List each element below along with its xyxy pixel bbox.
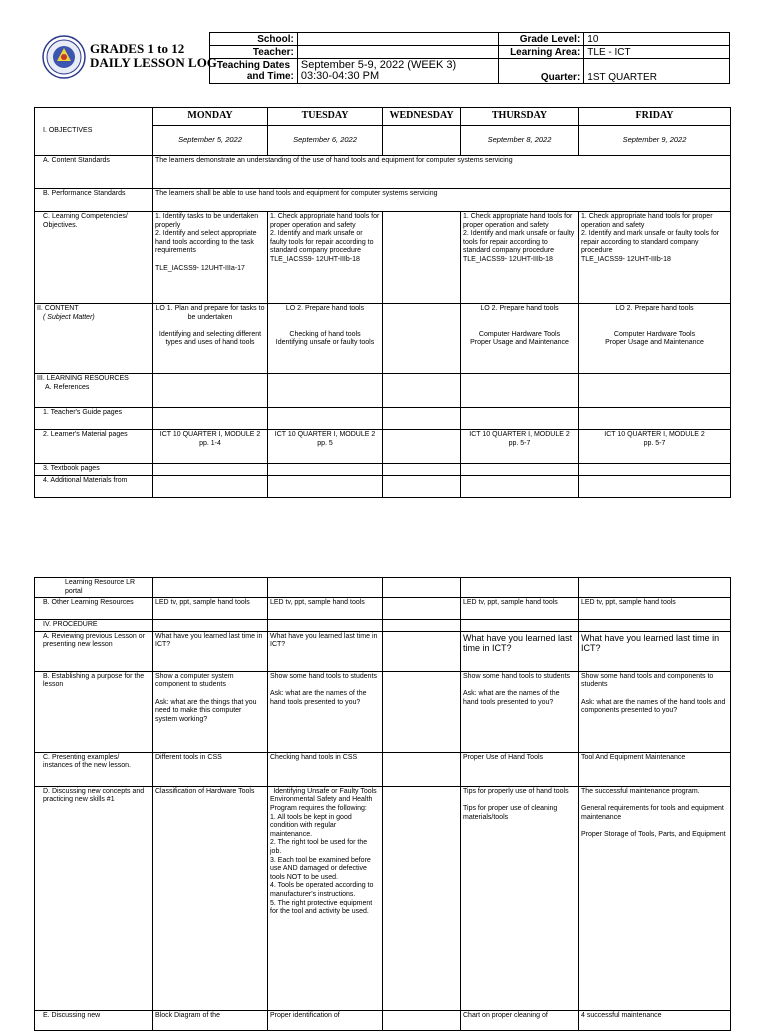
examples-friday: Tool And Equipment Maintenance [579, 752, 731, 786]
blank-cell [461, 374, 579, 408]
examples-thursday: Proper Use of Hand Tools [461, 752, 579, 786]
time-value: 03:30-04:30 PM [300, 70, 380, 82]
other-thursday: LED tv, ppt, sample hand tools [461, 598, 579, 620]
blank-cell [153, 475, 268, 497]
blank-cell [268, 464, 383, 476]
content-friday [579, 304, 731, 374]
discuss1-monday: Classification of Hardware Tools [153, 786, 268, 1010]
dll-title [90, 42, 217, 70]
blank-cell [579, 464, 731, 476]
purpose-wednesday [383, 671, 461, 752]
discuss1-label: D. Discussing new concepts and practicing new skills #1 [35, 786, 153, 1010]
content-lo: LO 2. Prepare hand tools [285, 305, 365, 312]
textbook-label: 3. Textbook pages [35, 464, 153, 476]
quarter-label: Quarter: [499, 71, 584, 84]
purpose-thursday: Show some hand tools to students Ask: what are the names of the hand tools presented to you? [461, 671, 579, 752]
content-tuesday [268, 304, 383, 374]
discuss1-wednesday [383, 786, 461, 1010]
other-friday: LED tv, ppt, sample hand tools [579, 598, 731, 620]
content-lo: LO 1. Plan and prepare for tasks to be undertaken [155, 305, 265, 321]
deped-seal-icon [42, 35, 86, 79]
day-tuesday: TUESDAY [268, 108, 383, 126]
blank-cell [383, 464, 461, 476]
content-topic: Computer Hardware Tools Proper Usage and Maintenance [605, 330, 704, 347]
discuss2-wednesday [383, 1010, 461, 1030]
blank-cell [268, 578, 383, 598]
grade-level-value: 10 [584, 33, 730, 46]
blank-cell [579, 475, 731, 497]
content-wednesday [383, 304, 461, 374]
blank-cell [579, 408, 731, 430]
review-wednesday [383, 631, 461, 671]
blank-cell [153, 374, 268, 408]
lm-thursday: ICT 10 QUARTER I, MODULE 2 pp. 5-7 [461, 430, 579, 464]
dates-value: September 5-9, 2022 (WEEK 3) [300, 59, 457, 71]
lr-portal-label: Learning Resource LR portal [35, 578, 153, 598]
day-monday: MONDAY [153, 108, 268, 126]
content-lo: LO 2. Prepare hand tools [615, 305, 694, 312]
lm-tuesday: ICT 10 QUARTER I, MODULE 2 pp. 5 [268, 430, 383, 464]
resources-label-cell [35, 374, 153, 408]
blank-cell [383, 578, 461, 598]
competencies-monday: 1. Identify tasks to be undertaken properly 2. Identify and select appropriate hand tools according to the task requirements TLE_IACSS9- 12UHT-IIIa-17 [153, 212, 268, 304]
lm-wednesday [383, 430, 461, 464]
competencies-friday: 1. Check appropriate hand tools for proper operation and safety 2. Identify and mark unsafe or faulty tools for repair according to standard company procedure TLE_IACSS9- 12UHT-IIIb-18 [579, 212, 731, 304]
blank-cell [499, 59, 584, 72]
day-thursday: THURSDAY [461, 108, 579, 126]
teaching-dates-value [297, 59, 499, 84]
date-tuesday: September 6, 2022 [268, 126, 383, 156]
school-label: School: [210, 33, 298, 46]
title-line-1: GRADES 1 to 12 [90, 41, 185, 56]
date-monday: September 5, 2022 [153, 126, 268, 156]
review-tuesday: What have you learned last time in ICT? [268, 631, 383, 671]
teaching-dates-label-1: Teaching Dates [216, 60, 291, 71]
content-label: II. CONTENT [37, 305, 79, 312]
discuss1-tuesday-title: Identifying Unsafe or Faulty Tools [273, 787, 377, 795]
other-tuesday: LED tv, ppt, sample hand tools [268, 598, 383, 620]
content-topic: Identifying and selecting different types and uses of hand tools [158, 330, 262, 347]
discuss1-friday: The successful maintenance program. General requirements for tools and equipment maintenance Proper Storage of Tools, Parts, and Equipment [579, 786, 731, 1010]
content-monday [153, 304, 268, 374]
school-value [297, 33, 499, 46]
discuss2-label: E. Discussing new [35, 1010, 153, 1030]
discuss2-thursday: Chart on proper cleaning of [461, 1010, 579, 1030]
blank-cell [579, 620, 731, 632]
review-friday: What have you learned last time in ICT? [579, 631, 731, 671]
procedure-label: IV. PROCEDURE [35, 620, 153, 632]
discuss1-tuesday-body: Environmental Safety and Health Program requires the following: 1. All tools be kept in good condition with regular maintenance. 2. The right tool be used for the job. 3. Each tool be examined before use AND damaged or defective tools NOT to be used. 4. Tools be operated according to manufacturer's instructions. 5. The right protective equipment for the tool and activity be used. [270, 796, 374, 916]
blank-cell [268, 374, 383, 408]
teachers-guide-label: 1. Teacher's Guide pages [35, 408, 153, 430]
learning-area-label: Learning Area: [499, 46, 584, 59]
objectives-label: I. OBJECTIVES [35, 108, 153, 156]
other-resources-label: B. Other Learning Resources [35, 598, 153, 620]
teacher-label: Teacher: [210, 46, 298, 59]
content-standards-label: A. Content Standards [35, 156, 153, 189]
teaching-dates-label [210, 59, 298, 84]
date-thursday: September 8, 2022 [461, 126, 579, 156]
day-wednesday: WEDNESDAY [383, 108, 461, 126]
quarter-value: 1ST QUARTER [584, 71, 730, 84]
blank-cell [579, 374, 731, 408]
blank-cell [153, 408, 268, 430]
day-friday: FRIDAY [579, 108, 731, 126]
dll-header [34, 32, 730, 84]
blank-cell [383, 475, 461, 497]
competencies-thursday: 1. Check appropriate hand tools for proper operation and safety 2. Identify and mark unsafe or faulty tools for repair according to standard company procedure TLE_IACSS9- 12UHT-IIIb-18 [461, 212, 579, 304]
blank-cell [383, 620, 461, 632]
lesson-log-table-1 [34, 107, 731, 498]
content-sub-label: ( Subject Matter) [43, 313, 95, 321]
blank-cell [153, 620, 268, 632]
blank-cell [383, 408, 461, 430]
examples-monday: Different tools in CSS [153, 752, 268, 786]
blank-cell [461, 464, 579, 476]
discuss1-tuesday [268, 786, 383, 1010]
content-label-cell [35, 304, 153, 374]
additional-materials-label: 4. Additional Materials from [35, 475, 153, 497]
header-info-table [209, 32, 730, 84]
references-label: A. References [45, 383, 90, 391]
date-wednesday [383, 126, 461, 156]
examples-wednesday [383, 752, 461, 786]
discuss2-friday: 4 successful maintenance [579, 1010, 731, 1030]
purpose-tuesday: Show some hand tools to students Ask: what are the names of the hand tools presented to you? [268, 671, 383, 752]
review-monday: What have you learned last time in ICT? [153, 631, 268, 671]
blank-cell [584, 59, 730, 72]
discuss1-thursday: Tips for properly use of hand tools Tips for proper use of cleaning materials/tools [461, 786, 579, 1010]
blank-cell [383, 374, 461, 408]
performance-standards-text: The learners shall be able to use hand tools and equipment for computer systems servicing [153, 189, 731, 212]
blank-cell [153, 464, 268, 476]
teaching-dates-label-2: and Time: [246, 71, 294, 82]
teacher-value [297, 46, 499, 59]
blank-cell [461, 408, 579, 430]
learners-material-label: 2. Learner's Material pages [35, 430, 153, 464]
blank-cell [579, 578, 731, 598]
content-topic: Checking of hand tools Identifying unsafe or faulty tools [275, 330, 375, 347]
other-wednesday [383, 598, 461, 620]
content-standards-text: The learners demonstrate an understanding of the use of hand tools and equipment for computer systems servicing [153, 156, 731, 189]
blank-cell [268, 475, 383, 497]
content-lo: LO 2. Prepare hand tools [480, 305, 559, 312]
discuss2-tuesday: Proper identification of [268, 1010, 383, 1030]
blank-cell [268, 408, 383, 430]
examples-tuesday: Checking hand tools in CSS [268, 752, 383, 786]
learning-area-value: TLE - ICT [584, 46, 730, 59]
competencies-tuesday: 1. Check appropriate hand tools for proper operation and safety 2. Identify and mark unsafe or faulty tools for repair according to standard company procedure TLE_IACSS9- 12UHT-IIIb-18 [268, 212, 383, 304]
review-label: A. Reviewing previous Lesson or presenting new lesson [35, 631, 153, 671]
blank-cell [153, 578, 268, 598]
content-thursday [461, 304, 579, 374]
other-monday: LED tv, ppt, sample hand tools [153, 598, 268, 620]
purpose-friday: Show some hand tools and components to students Ask: what are the names of the hand tools and components presented to you? [579, 671, 731, 752]
blank-cell [461, 475, 579, 497]
blank-cell [461, 578, 579, 598]
lesson-log-table-2 [34, 577, 731, 1031]
lm-monday: ICT 10 QUARTER I, MODULE 2 pp. 1-4 [153, 430, 268, 464]
discuss2-monday: Block Diagram of the [153, 1010, 268, 1030]
title-line-2: DAILY LESSON LOG [90, 55, 217, 70]
grade-level-label: Grade Level: [499, 33, 584, 46]
performance-standards-label: B. Performance Standards [35, 189, 153, 212]
competencies-label: C. Learning Competencies/ Objectives. [35, 212, 153, 304]
blank-cell [268, 620, 383, 632]
blank-cell [461, 620, 579, 632]
date-friday: September 9, 2022 [579, 126, 731, 156]
examples-label: C. Presenting examples/ instances of the new lesson. [35, 752, 153, 786]
resources-label: III. LEARNING RESOURCES [37, 375, 129, 382]
purpose-label: B. Establishing a purpose for the lesson [35, 671, 153, 752]
content-topic: Computer Hardware Tools Proper Usage and Maintenance [470, 330, 569, 347]
purpose-monday: Show a computer system component to students Ask: what are the things that you need to make this computer system working? [153, 671, 268, 752]
review-thursday: What have you learned last time in ICT? [461, 631, 579, 671]
competencies-wednesday [383, 212, 461, 304]
lm-friday: ICT 10 QUARTER I, MODULE 2 pp. 5-7 [579, 430, 731, 464]
